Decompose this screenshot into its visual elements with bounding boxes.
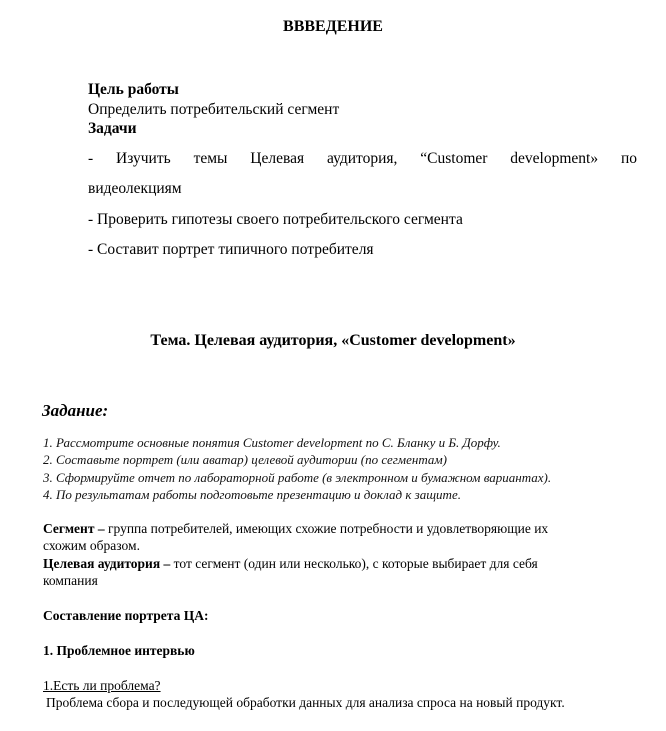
definition-dash: – <box>160 556 174 571</box>
definition-target-audience-line1 <box>43 556 538 572</box>
goal-heading: Цель работы <box>88 81 179 98</box>
theme-title: Тема. Целевая аудитория, «Customer development» <box>150 332 516 349</box>
definition-target-audience-line2: компания <box>43 573 98 588</box>
page-title: ВВВЕДЕНИЕ <box>283 18 383 35</box>
task-item-2: - Проверить гипотезы своего потребительского сегмента <box>88 211 463 228</box>
assignment-item-3: 3. Сформируйте отчет по лабораторной работе (в электронном и бумажном вариантах). <box>43 470 552 485</box>
interview-heading: 1. Проблемное интервью <box>43 643 195 658</box>
assignment-item-2: 2. Составьте портрет (или аватар) целевой аудитории (по сегментам) <box>43 452 447 467</box>
assignment-item-1: 1. Рассмотрите основные понятия Customer development по С. Бланку и Б. Дорфу. <box>43 435 501 450</box>
assignment-heading: Задание: <box>42 401 109 420</box>
definition-dash: – <box>94 521 108 536</box>
task-item-1-line1: - Изучить темы Целевая аудитория, “Customer development» по <box>88 150 637 167</box>
task-item-1-line2: видеолекциям <box>88 180 182 197</box>
question-text: 1.Есть ли проблема? <box>43 678 161 693</box>
task-item-3: - Составит портрет типичного потребителя <box>88 241 374 258</box>
definition-term: Целевая аудитория <box>43 556 161 571</box>
definition-text: группа потребителей, имеющих схожие потребности и удовлетворяющие их <box>107 521 549 536</box>
portrait-heading: Составление портрета ЦА: <box>43 608 209 623</box>
definition-segment-line2: схожим образом. <box>43 538 140 553</box>
answer-text: Проблема сбора и последующей обработки данных для анализа спроса на новый продукт. <box>46 695 565 710</box>
tasks-heading: Задачи <box>88 120 137 137</box>
definition-segment-line1 <box>43 521 548 537</box>
definition-term: Сегмент <box>43 521 95 536</box>
goal-text: Определить потребительский сегмент <box>88 101 340 118</box>
definition-text: тот сегмент (один или несколько), с которые выбирает для себя <box>173 556 538 571</box>
assignment-item-4: 4. По результатам работы подготовьте презентацию и доклад к защите. <box>43 487 461 502</box>
